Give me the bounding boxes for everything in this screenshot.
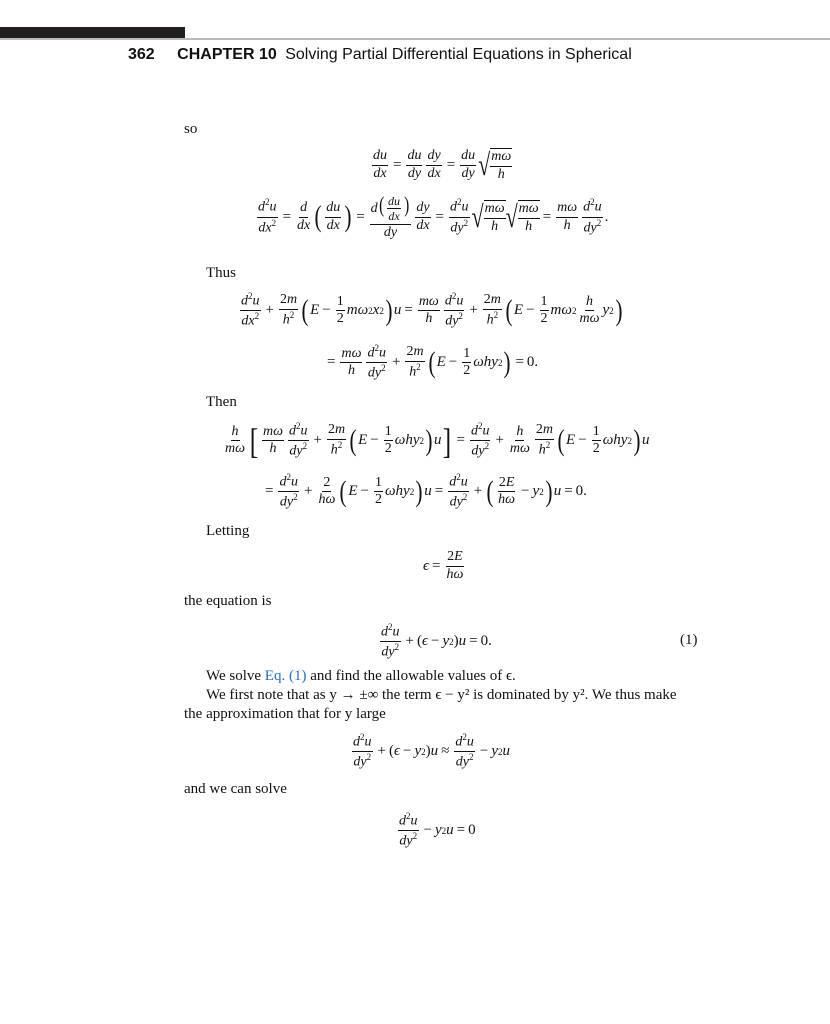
equation-thus-line1: $\frac{d^2u}{dx^2}$ + $\frac{2m}{h^2}$ ( E − $\frac{1}{2}$ mω 2 x 2 ) u = $\frac{m\omega}{h}$ $\frac{d^2u}{dy^2}$ + $\frac{2m}{h^2}$ ( E − $\frac{1}{2}$ mω 2 $\frac{h}{m\omega}$ y 2 ) xyxy=(241,291,623,329)
text-note-line1: We first note that as y → ±∞ the term ϵ − y² is dominated by y². We thus make xyxy=(206,687,677,703)
equation-1: $\frac{d^2u}{dy^2}$ + ( ϵ − y 2 ) u = 0. xyxy=(381,622,492,660)
equation-final: $\frac{d^2u}{dy^2}$ − y 2 u = 0 xyxy=(399,811,476,849)
text-then: Then xyxy=(206,394,237,410)
text-solve-after: and find the allowable values of ϵ. xyxy=(306,668,516,684)
equation-epsilon: ϵ = $\frac{2E}{h\omega}$ xyxy=(423,549,464,582)
text-so: so xyxy=(184,121,198,137)
eq-link[interactable]: Eq. (1) xyxy=(264,668,307,684)
text-solve-before: We solve xyxy=(206,668,265,684)
equation-number: (1) xyxy=(680,632,698,648)
equation-second-derivative: $\frac{d^2u}{dx^2}$ = $\frac{d}{dx}$ ( $\frac{du}{dx}$ ) = d( $\frac{du}{dx}$ ) dy $\frac{dy}{dx}$ = $\frac{d^2u}{dy^2}$ √ $\frac{m\omega}{h}$ √ $\frac{m\omega}{h}$ = $\frac{m\omega}{h}$ $\frac{d^2u}{dy^2}$ . xyxy=(258,192,609,240)
chapter-label: CHAPTER 10 xyxy=(177,46,277,63)
equation-thus-line2: = $\frac{m\omega}{h}$ $\frac{d^2u}{dy^2}$ + $\frac{2m}{h^2}$ ( E − $\frac{1}{2}$ ωhy 2 ) = 0. xyxy=(327,343,539,381)
equation-du-dx: $\frac{du}{dx}$ = $\frac{du}{dy}$ $\frac{dy}{dx}$ = $\frac{du}{dy}$ √ $\frac{m\omega}{h}$ xyxy=(373,146,512,182)
running-header xyxy=(128,46,632,64)
text-and-we-can-solve: and we can solve xyxy=(184,781,287,797)
header-rule xyxy=(0,38,830,40)
equation-then-line1: $\frac{h}{m\omega}$ [ $\frac{m\omega}{h}$ $\frac{d^2u}{dy^2}$ + $\frac{2m}{h^2}$ ( E − $\frac{1}{2}$ ωhy 2 ) u ] = $\frac{d^2u}{dy^2}$ + $\frac{h}{m\omega}$ $\frac{2m}{h^2}$ ( E − $\frac{1}{2}$ ωhy 2 ) u xyxy=(225,420,650,461)
text-note-line2: the approximation that for y large xyxy=(184,706,386,722)
text-letting: Letting xyxy=(206,523,250,539)
text-solve-line xyxy=(206,668,516,685)
text-thus: Thus xyxy=(206,265,236,281)
equation-then-line2: = $\frac{d^2u}{dy^2}$ + $\frac{2}{h\omega}$ ( E − $\frac{1}{2}$ ωhy 2 ) u = $\frac{d^2u}{dy^2}$ + ( $\frac{2E}{h\omega}$ − y 2 ) u = 0. xyxy=(265,472,587,510)
chapter-title: Solving Partial Differential Equations in Spherical xyxy=(285,46,632,63)
page-number: 362 xyxy=(128,46,155,63)
text-equation-is: the equation is xyxy=(184,593,272,609)
equation-approximation: $\frac{d^2u}{dy^2}$ + ( ϵ − y 2 ) u ≈ $\frac{d^2u}{dy^2}$ − y 2 u xyxy=(353,732,511,770)
